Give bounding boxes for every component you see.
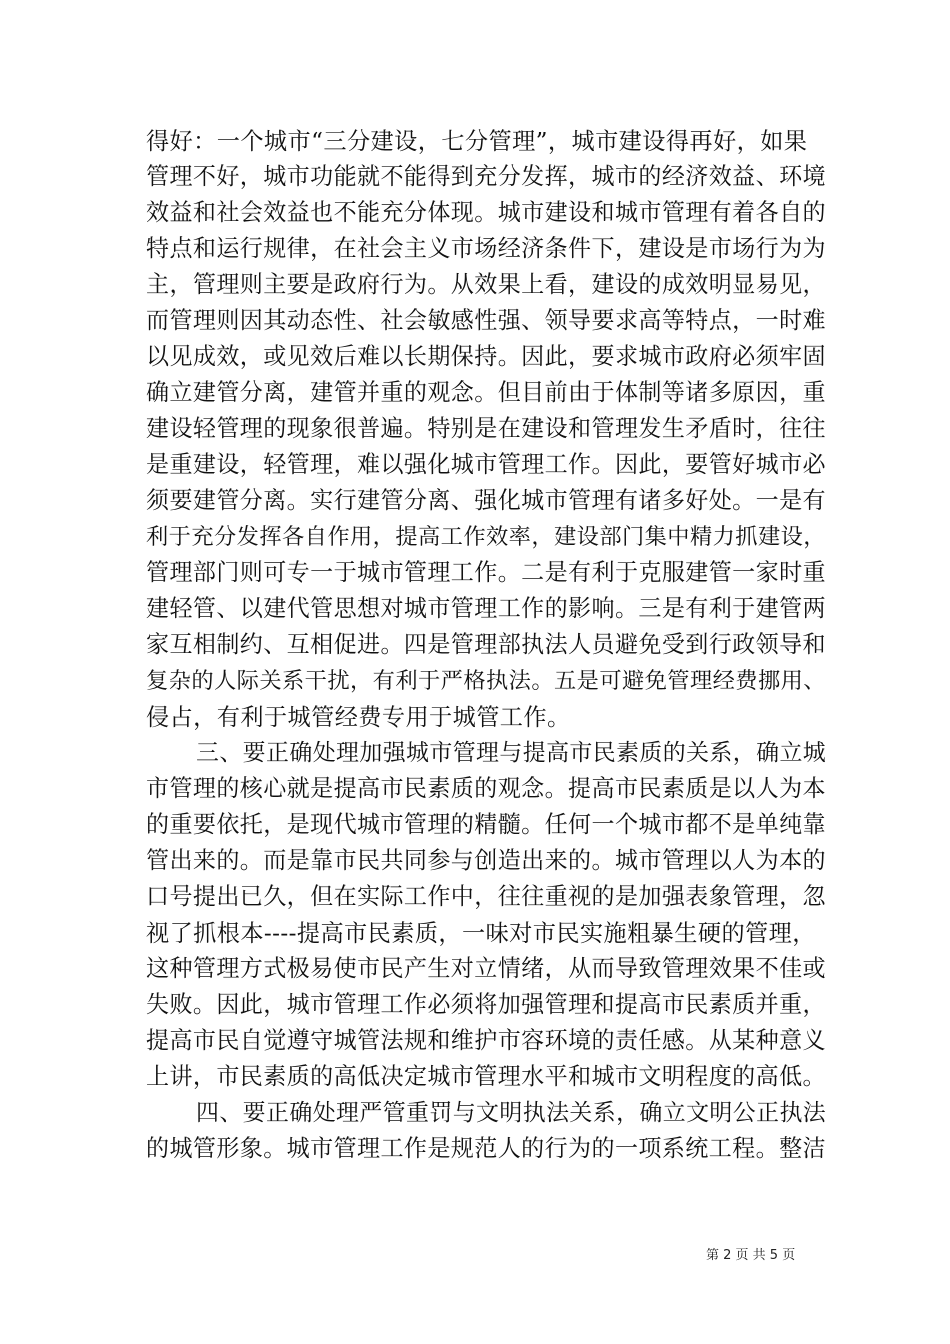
body-line: 这种管理方式极易使市民产生对立情绪，从而导致管理效果不佳或 <box>146 956 826 982</box>
body-line: 口号提出已久，但在实际工作中，往往重视的是加强表象管理，忽 <box>146 884 826 910</box>
body-line: 须要建管分离。实行建管分离、强化城市管理有诸多好处。一是有 <box>146 488 826 514</box>
body-line: 建设轻管理的现象很普遍。特别是在建设和管理发生矛盾时，往往 <box>146 416 826 442</box>
body-line: 是重建设，轻管理，难以强化城市管理工作。因此，要管好城市必 <box>146 452 826 478</box>
body-line: 管理部门则可专一于城市管理工作。二是有利于克服建管一家时重 <box>146 560 826 586</box>
body-line: 家互相制约、互相促进。四是管理部执法人员避免受到行政领导和 <box>146 632 826 658</box>
body-line: 提高市民自觉遵守城管法规和维护市容环境的责任感。从某种意义 <box>146 1028 826 1054</box>
body-line: 确立建管分离，建管并重的观念。但目前由于体制等诸多原因，重 <box>146 380 826 406</box>
body-line: 的重要依托，是现代城市管理的精髓。任何一个城市都不是单纯靠 <box>146 812 826 838</box>
body-line: 复杂的人际关系干扰，有利于严格执法。五是可避免管理经费挪用、 <box>146 668 826 694</box>
body-line: 得好：一个城市“三分建设，七分管理”，城市建设得再好，如果 <box>146 128 808 155</box>
body-line: 的城管形象。城市管理工作是规范人的行为的一项系统工程。整洁 <box>146 1136 826 1162</box>
body-line: 主，管理则主要是政府行为。从效果上看，建设的成效明显易见， <box>146 272 826 298</box>
body-line: 管理不好，城市功能就不能得到充分发挥，城市的经济效益、环境 <box>146 164 826 190</box>
body-line: 特点和运行规律，在社会主义市场经济条件下，建设是市场行为为 <box>146 236 826 262</box>
body-line: 利于充分发挥各自作用，提高工作效率，建设部门集中精力抓建设， <box>146 524 826 550</box>
body-line: 效益和社会效益也不能充分体现。城市建设和城市管理有着各自的 <box>146 200 826 226</box>
body-line: 上讲，市民素质的高低决定城市管理水平和城市文明程度的高低。 <box>146 1064 826 1090</box>
body-line: 建轻管、以建代管思想对城市管理工作的影响。三是有利于建管两 <box>146 596 826 622</box>
page-number-footer: 第 2 页 共 5 页 <box>706 1248 796 1263</box>
paragraph-3-first-line: 三、要正确处理加强城市管理与提高市民素质的关系，确立城 <box>196 740 827 766</box>
body-line: 而管理则因其动态性、社会敏感性强、领导要求高等特点，一时难 <box>146 308 826 334</box>
body-line: 管出来的。而是靠市民共同参与创造出来的。城市管理以人为本的 <box>146 848 826 874</box>
body-line: 以见成效，或见效后难以长期保持。因此，要求城市政府必须牢固 <box>146 344 826 370</box>
paragraph-4-first-line: 四、要正确处理严管重罚与文明执法关系，确立文明公正执法 <box>196 1100 827 1126</box>
body-line: 市管理的核心就是提高市民素质的观念。提高市民素质是以人为本 <box>146 776 826 802</box>
body-line: 侵占，有利于城管经费专用于城管工作。 <box>146 704 571 731</box>
body-line: 视了抓根本----提高市民素质，一味对市民实施粗暴生硬的管理， <box>146 920 816 947</box>
body-line: 失败。因此，城市管理工作必须将加强管理和提高市民素质并重， <box>146 992 826 1018</box>
